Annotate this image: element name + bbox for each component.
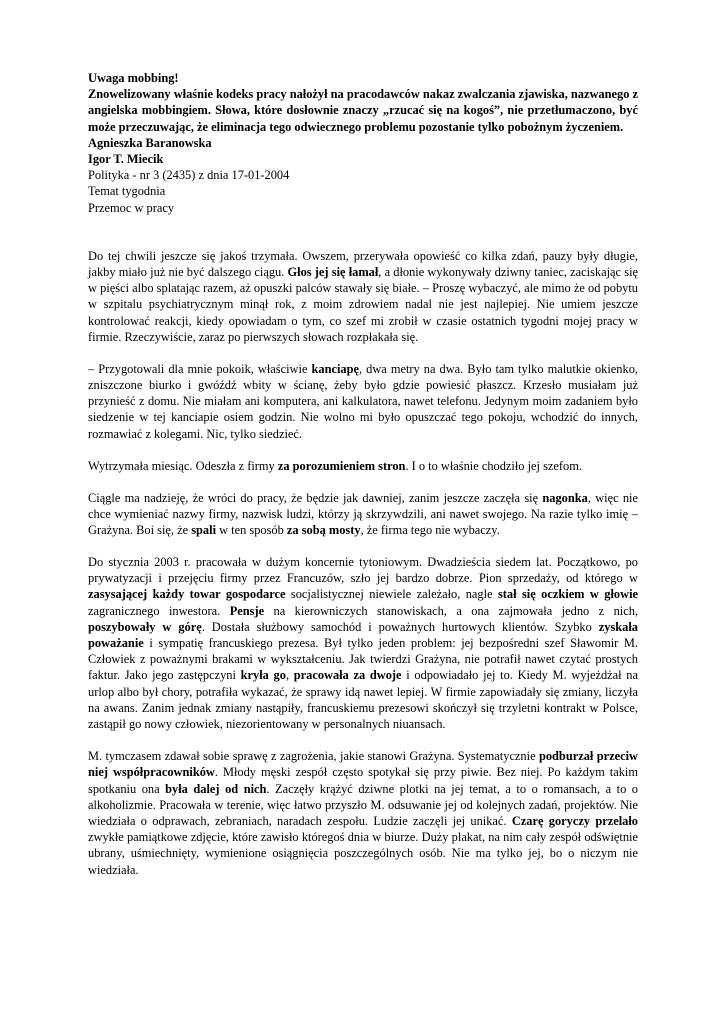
article-body: [88, 248, 638, 878]
bold-phrase: spali: [191, 523, 217, 538]
bold-phrase: podburzał przeciw niej współpracowników: [88, 749, 638, 780]
header-spacer: [88, 216, 638, 248]
bold-phrase: Głos jej się łamał: [287, 265, 379, 280]
text-run: , a dłonie wykonywały dziwny taniec, zaciskając się w pięści albo splatając razem, aż opuszki palców stawały się białe. – Proszę wybaczyć, ale mimo że od pobytu w szpitalu psychiatrycznym minął rok, z moim zdrowiem nadal nie jest najlepiej. Nie umiem jeszcze kontrolować reakcji, kiedy opowiadam o tym, co szef mi zrobił w czasie ostatnich tygodni mojej pracy w firmie. Rzeczywiście, zaraz po pierwszych słowach rozpłakała się.: [88, 265, 639, 344]
text-run: , dwa metry na dwa. Było tam tylko malutkie okienko, zniszczone biurko i gwóźdź wbity w ścianę, żeby było gdzie powiesić płaszcz. Krzesło musiałam już przynieść z domu. Nie miałam ani komputera, ani kalkulatora, nawet telefonu. Jedynym moim zadaniem było siedzenie w tej kanciapie osiem godzin. Nie wolno mi było opuszczać tego pokoju, wchodzić do innych, rozmawiać z kolegami. Nic, tylko siedzieć.: [88, 361, 638, 441]
text-run: M. tymczasem zdawał sobie sprawę z zagrożenia, jakie stanowi Grażyna. Systematycznie: [88, 749, 539, 764]
bold-phrase: zyskała poważanie: [88, 619, 638, 651]
article: [88, 70, 638, 894]
paragraph: [88, 748, 638, 878]
text-run: , więc nie chce wymieniać nazwy firmy, nazwisk ludzi, którzy ją skrzywdzili, ani nawet swojego. Na razie tylko imię – Grażyna. Boi się, że: [88, 490, 638, 538]
text-run: Wytrzymała miesiąc. Odeszła z firmy: [88, 458, 278, 473]
paragraph: [88, 458, 638, 474]
bold-phrase: za sobą mosty: [286, 523, 361, 538]
author-name-2: Igor T. Miecik: [88, 152, 164, 167]
text-run: Do stycznia 2003 r. pracowała w dużym koncernie tytoniowym. Dwadzieścia siedem lat. Początkowo, po prywatyzacji i przejęciu firmy przez Francuzów, szło jej bardzo dobrze. Pion sprzedaży, od którego w: [88, 555, 638, 586]
author-name-1: Agnieszka Baranowska: [88, 135, 212, 150]
bold-phrase: była dalej od nich: [165, 781, 267, 796]
text-run: , że firma tego nie wybaczy.: [360, 523, 500, 538]
text-run: – Przygotowali dla mnie pokoik, właściwie: [88, 361, 312, 376]
text-run: Do tej chwili jeszcze się jakoś trzymała. Owszem, przerywała opowieść co kilka zdań, pauzy były długie, jakby miało już nie być dalszego ciągu.: [88, 248, 638, 280]
text-run: w ten sposób: [216, 523, 287, 538]
bold-phrase: nagonka: [542, 490, 588, 505]
paragraph: [88, 361, 638, 442]
text-run: zagranicznego inwestora.: [88, 603, 230, 618]
bold-phrase: za porozumieniem stron: [277, 458, 406, 473]
paragraph: [88, 248, 638, 345]
text-run: . Dostała służbowy samochód i poważnych hurtowych klientów. Szybko: [201, 619, 599, 634]
paragraph: [88, 554, 638, 732]
bold-phrase: stał się oczkiem w głowie: [497, 587, 639, 602]
article-header: [88, 70, 638, 216]
topic-label: Przemoc w pracy: [88, 200, 175, 215]
bold-phrase: Czarę goryczy przelało: [511, 813, 638, 828]
text-run: zwykłe pamiątkowe zdjęcie, które zawisło któregoś dnia w biurze. Duży plakat, na nim cały zespół odświętnie ubrany, uśmiechnięty, wymienione osiągnięcia poszczególnych osób. Nie ma tylko jej, bo o niczym nie wiedziała.: [88, 830, 638, 877]
paragraph: [88, 490, 638, 539]
section-label: Temat tygodnia: [88, 184, 166, 199]
text-run: socjalistycznej niewiele zależało, nagle: [285, 587, 498, 602]
article-title: Uwaga mobbing!: [88, 71, 179, 85]
text-run: Ciągle ma nadzieję, że wróci do pracy, że będzie jak dawniej, zanim jeszcze zaczęła się: [88, 490, 543, 505]
source-citation: Polityka - nr 3 (2435) z dnia 17-01-2004: [88, 168, 290, 183]
text-run: ,: [285, 668, 294, 683]
text-run: i sympatię francuskiego prezesa. Był tylko jeden problem: jej bezpośredni szef Sławomir M. Człowiek z poważnymi brakami w wykształceniu. Jak twierdzi Grażyna, nie potrafił nawet czytać prostych faktur. Jako jego zastępczyni: [88, 636, 638, 683]
bold-phrase: zasysającej każdy towar gospodarce: [88, 587, 286, 602]
bold-phrase: Pensje: [229, 603, 265, 618]
bold-phrase: kryła go: [240, 668, 286, 683]
bold-phrase: poszybowały w górę: [88, 619, 202, 634]
text-run: i odpowiadało jej to. Kiedy M. wyjeżdżał na urlop albo był chory, potrafiła wykazać, że sprawy idą nawet lepiej. W firmie zapowiadały się zmiany, liczyła na awans. Zanim jednak zmiany nastąpiły, francuskiemu prezesowi skończył się trzyletni kontrakt w Polsce, zastąpił go nowy człowiek, niezorientowany w personalnych niuansach.: [88, 668, 638, 732]
article-lead: Znowelizowany właśnie kodeks pracy nałożył na pracodawców nakaz zwalczania zjawiska, nazwanego z angielska mobbingiem. Słowa, które dosłownie znaczy „rzucać się na kogoś”, nie przetłumaczono, być może przeczuwając, że eliminacja tego odwiecznego problemu pozostanie tylko pobożnym życzeniem.: [88, 87, 639, 134]
bold-phrase: pracowała za dwoje: [293, 668, 402, 683]
text-run: . Zaczęły krążyć dziwne plotki na jej temat, a to o romansach, a to o alkoholizmie. Pracowała w terenie, więc łatwo przyszło M. odsuwanie jej od kolejnych zadań, projektów. Nie wiedziała o odprawach, zebraniach, naradach zespołu. Ludzie zaczęli jej unikać.: [88, 781, 638, 828]
text-run: . I o to właśnie chodziło jej szefom.: [405, 458, 582, 473]
text-run: na kierowniczych stanowiskach, a ona zajmowała jedno z nich,: [264, 603, 639, 618]
bold-phrase: kanciapę: [311, 361, 360, 376]
text-run: . Młody męski zespół często spotykał się przy piwie. Bez niej. Po każdym takim spotkaniu ona: [88, 765, 638, 796]
